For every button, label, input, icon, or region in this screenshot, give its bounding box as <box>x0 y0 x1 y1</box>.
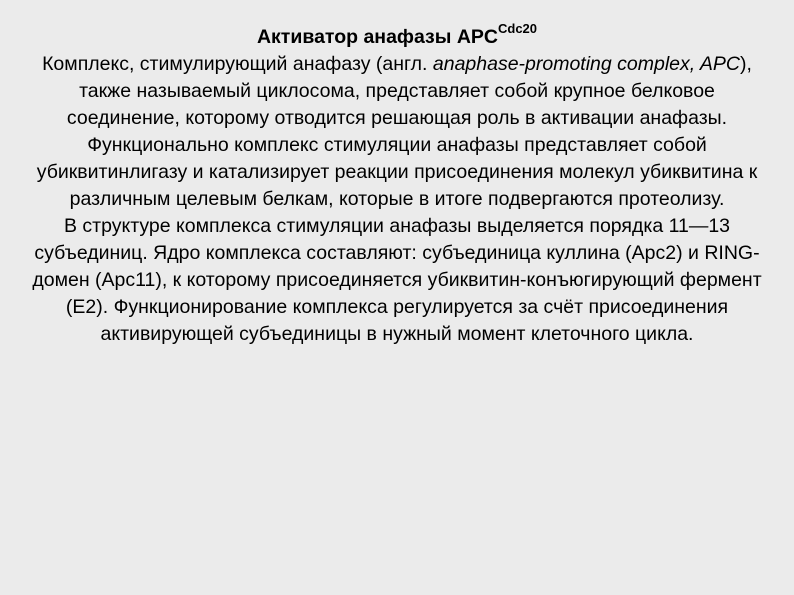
slide-title-main: Активатор анафазы APC <box>256 26 498 48</box>
paragraph-2: В структуре комплекса стимуляции анафазы выделяется порядка 11—13 субъединиц. Ядро комплекса составляют: субъединица куллина (Apc2) и RING-домен (Apc11), к которому присоединяется убиквитин-конъюгирующий фермент (E2). Функционирование комплекса регулируется за счёт присоединения активирующей субъединицы в нужный момент клеточного цикла. <box>32 215 762 345</box>
slide-title <box>30 20 764 51</box>
paragraph-1-part-2: ), также называемый циклосома, представляет собой крупное белковое соединение, которому отводится решающая роль в активации анафазы. Функционально комплекс стимуляции анафазы представляет собой убиквитинлигазу и катализирует реакции присоединения молекул убиквитина к различным целевым белкам, которые в итоге подвергаются протеолизу. <box>36 53 758 210</box>
paragraph-1-part-1: Комплекс, стимулирующий анафазу (англ. <box>42 53 433 75</box>
slide-content <box>30 20 764 348</box>
paragraph-1 <box>30 51 764 213</box>
paragraph-1-italic-term: anaphase-promoting complex, APC <box>432 53 740 75</box>
slide-title-superscript: Cdc20 <box>498 20 538 36</box>
